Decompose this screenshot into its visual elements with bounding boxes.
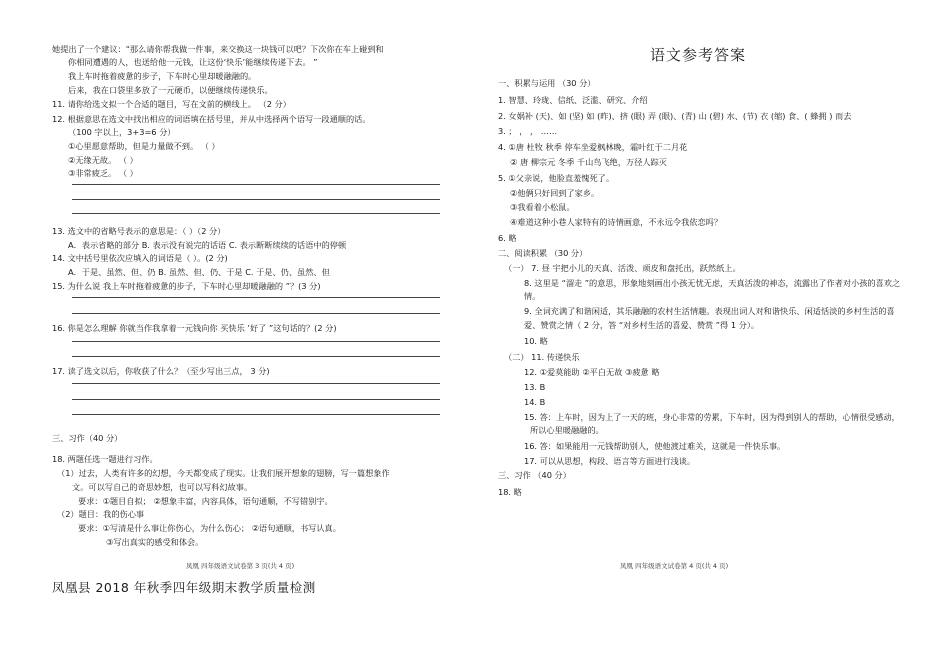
- answer-title: 语文参考答案: [650, 46, 747, 64]
- section-heading: 一、积累与运用 （30 分）: [498, 78, 596, 88]
- answer-line-text: 5. ①父亲说，他脸直羞愧死了。: [498, 173, 615, 183]
- text-line: 她提出了一个建议：“那么请你帮我做一件事，来交换这一块钱可以吧？下次你在车上碰到和: [52, 44, 384, 54]
- text-line: （100 字以上，3+3=6 分）: [68, 127, 176, 137]
- answer-line-text: 17. 可以从思想，构段、语言等方面进行浅谈。: [524, 456, 696, 466]
- exam-title: 凤凰县 2018 年秋季四年级期末教学质量检测: [52, 580, 316, 595]
- answer-line-text: 6. 略: [498, 233, 517, 243]
- answer-line-text: 8. 这里是 “溜走 ”的意思，形象地刻画出小孩无忧无虑，天真活泼的神态，流露出了作者对小孩的喜欢之: [524, 278, 901, 288]
- answer-line: [72, 414, 440, 415]
- answer-line: [72, 341, 440, 342]
- answer-line-text: ② 唐 柳宗元 冬季 千山鸟飞绝，万径人踪灭: [510, 157, 667, 167]
- page-footer: 凤凰 四年级语文试卷第 3 页(共 4 页): [186, 562, 295, 570]
- section-heading: 三、习作 （40 分）: [498, 470, 571, 480]
- answer-page-right: [478, 0, 950, 657]
- text-line: A．表示省略的部分 B. 表示没有说完的话语 C. 表示断断续续的话语中的停顿: [68, 240, 347, 250]
- answer-line-text: 16. 答：如果能用一元钱帮助别人，使他渡过难关，这就是一件快乐事。: [524, 441, 786, 451]
- section-heading: 二、阅读积累 （30 分）: [498, 248, 588, 258]
- text-line: ①心里愿意帮助，但是力量做不到。 （ ）: [68, 141, 220, 151]
- text-line: 要求：①题目自拟； ②想象丰富，内容具体，语句通顺，不写错别字。: [78, 496, 333, 506]
- answer-line-text: 2. 女娲补 (天)、如 (坚) 如 (昨)、挤 (眼) 弄 (眼)、(青) 山 (碧) 水、(节) 衣 (缩) 食、( 蜂拥 ) 而去: [498, 111, 852, 121]
- text-line: 文。可以写自己的奇思妙想，也可以写科幻故事。: [72, 482, 253, 492]
- answer-line-text: 4. ①唐 杜牧 秋季 停车坐爱枫林晚，霜叶红于二月花: [498, 142, 688, 152]
- text-line: 13. 选文中的省略号表示的意思是：（ ）（2 分）: [52, 226, 226, 236]
- text-line: ③写出真实的感受和体会。: [106, 537, 204, 547]
- text-line: 你相同遭遇的人，也送给他一元钱，让这份‘快乐’能继续传递下去。 ”: [68, 57, 318, 67]
- text-line: 后来，我在口袋里多放了一元硬币，以便继续传递快乐。: [68, 85, 273, 95]
- answer-line-text: （一） 7. 昼 宇把小儿的天真、活泼、顽皮和盘托出，跃然纸上。: [504, 263, 741, 273]
- answer-line: [72, 213, 440, 214]
- answer-line: [72, 199, 440, 200]
- answer-line-text: 1. 智慧、玲珑、信纸、泛滥、研究、介绍: [498, 95, 648, 105]
- answer-line-text: 13. B: [524, 382, 546, 392]
- answer-line-text: 3. ； ， ， ……: [498, 126, 558, 136]
- text-line: 18. 两题任选一题进行习作。: [52, 454, 158, 464]
- answer-line: [72, 356, 440, 357]
- answer-line: [72, 399, 440, 400]
- text-line: （1）过去，人类有许多的幻想，今天都变成了现实。让我们展开想象的翅膀，写一篇想象作: [57, 468, 390, 478]
- text-line: 17. 读了选文以后，你收获了什么？（至少写出三点， 3 分): [52, 366, 270, 376]
- text-line: ③非常疲乏。 （ ）: [68, 168, 138, 178]
- answer-line-text: 15. 答：上车时，因为上了一天的班，身心非常的劳累，下车时，因为得到别人的帮助，心情很受感动，: [524, 412, 900, 422]
- answer-line-text: 12. ①爱莫能助 ②平白无故 ③疲惫 略: [524, 367, 660, 377]
- text-line: 15. 为什么说 我上车时拖着疲惫的步子，下车时心里却暖融融的 ”？(3 分): [52, 281, 321, 291]
- answer-line-text: 18. 略: [498, 487, 522, 497]
- text-line: 16. 你是怎么理解 你就当作我拿着一元钱向你 买快乐 ’好了 ”这句话的？(2 分): [52, 323, 337, 333]
- text-line: ②无缘无故。 （ ）: [68, 155, 138, 165]
- answer-line: [72, 313, 440, 314]
- answer-line: [72, 383, 440, 384]
- exam-page-left: [0, 0, 470, 657]
- section-heading: 三、习作（40 分）: [52, 433, 123, 443]
- text-line: （2）题目：我的伤心事: [57, 509, 145, 519]
- answer-line-text: 爱、赞赏之情（ 2 分，答 “对乡村生活的喜爱、赞赏 ”得 1 分）。: [524, 320, 760, 330]
- answer-line-text: ②他俩只好回到了家乡。: [510, 188, 600, 198]
- answer-line-text: 所以心里暖融融的。: [530, 425, 604, 435]
- text-line: 14. 文中括号里依次应填入的词语是（ ）。(2 分): [52, 253, 228, 263]
- text-line: 11. 请你给选文拟一个合适的题目，写在文前的横线上。 （2 分）: [52, 99, 291, 109]
- answer-line-text: （二） 11. 传递快乐: [504, 352, 580, 362]
- text-line: 要求：①写清是什么事让你伤心，为什么伤心； ②语句通顺，书写认真。: [78, 523, 341, 533]
- answer-line-text: ④难道这种小巷人家特有的诗情画意，不永远令我依恋吗？: [510, 217, 723, 227]
- answer-line: [72, 184, 440, 185]
- answer-line-text: ③我看着小松鼠。: [510, 202, 575, 212]
- text-line: A．于是、虽然、但、仍 B. 虽然、但、仍、于是 C. 于是、仍、虽然、但: [68, 267, 330, 277]
- answer-line-text: 14. B: [524, 397, 546, 407]
- text-line: 我上车时拖着疲惫的步子，下车时心里却暖融融的。: [68, 71, 257, 81]
- text-line: 12. 根据意思在选文中找出相应的词语填在括号里，并从中选择两个语写一段通顺的话。: [52, 114, 371, 124]
- answer-line-text: 10. 略: [524, 336, 548, 346]
- answer-line-text: 情。: [524, 291, 541, 301]
- page-footer: 凤凰 四年级语文试卷第 4 页(共 4 页): [620, 562, 729, 570]
- answer-line-text: 9. 全词充满了和谐闲适，其乐融融的农村生活情趣。表现出词人对和谐快乐、闲适恬淡的乡村生活的喜: [524, 306, 895, 316]
- answer-line: [72, 297, 440, 298]
